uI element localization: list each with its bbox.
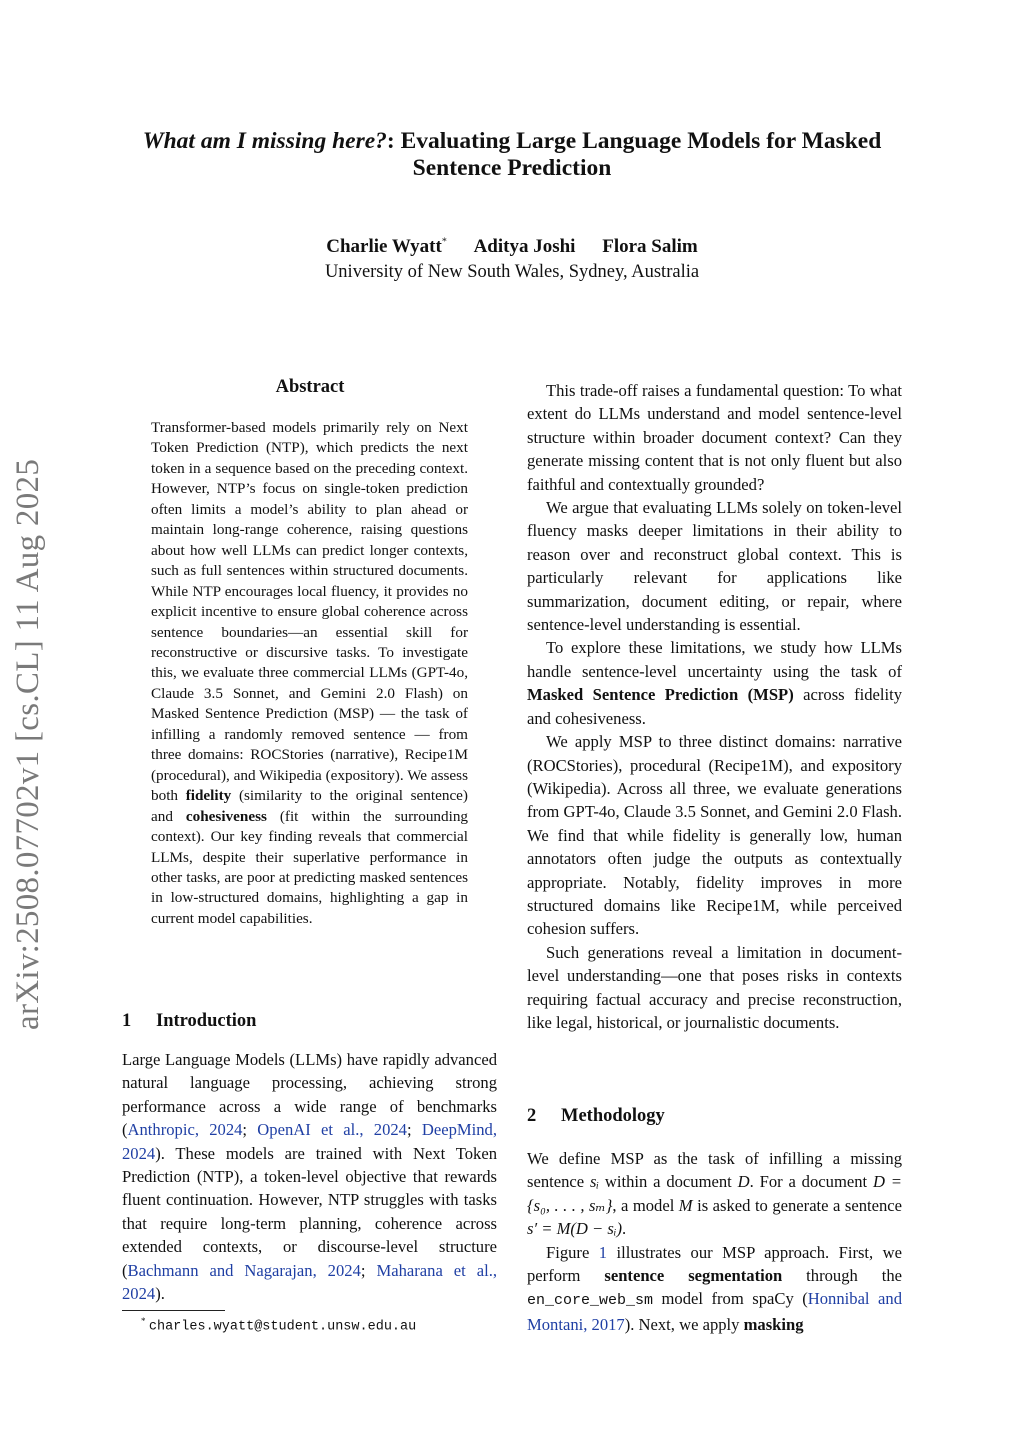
paragraph: We apply MSP to three distinct domains: narrative (ROCStories), procedural (Recipe1M), and expository (Wikipedia). Across all three, we evaluate generations from GPT-4o, Claude 3.5 Sonnet, and Gemini 2.0 Flash. We find that while fidelity is generally low, human annotators often judge the outputs as contextually appropriate. Notably, fidelity improves in more structured domains like Recipe1M, while perceived cohesion suffers. — [527, 732, 902, 939]
abstract-text: Transformer-based models primarily rely on Next Token Prediction (NTP), which predicts the next token in a sequence based on the preceding context. However, NTP’s focus on single-token prediction often limits a model’s ability to plan ahead or maintain long-range coherence, raising questions about how well LLMs can predict longer contexts, such as full sentences within structured documents. While NTP encourages local fluency, it provides no explicit incentive to ensure global coherence across sentence boundaries—an essential skill for reconstructive or discursive tasks. To investigate this, we evaluate three commercial LLMs (GPT-4o, Claude 3.5 Sonnet, and Gemini 2.0 Flash) on Masked Sentence Prediction (MSP) — the task of infilling a randomly removed sentence — from three domains: ROCStories (narrative), Recipe1M (procedural), and Wikipedia (expository). We assess both — [151, 419, 468, 805]
citation-link[interactable]: Bachmann and Nagarajan, 2024 — [127, 1260, 361, 1280]
paragraph-text: model from spaCy ( — [653, 1289, 808, 1309]
affiliation: University of New South Wales, Sydney, Australia — [324, 262, 700, 282]
footnote-email: charles.wyatt@student.unsw.edu.au — [148, 1319, 417, 1335]
paragraph-text: through the — [782, 1266, 902, 1286]
citation-link[interactable]: DeepMind, 2024 — [122, 1120, 497, 1163]
math-inline: D — [737, 1172, 750, 1192]
paragraph-text: Figure — [546, 1242, 599, 1262]
citation-separator: ; — [242, 1120, 258, 1140]
bold-term: sentence segmentation — [604, 1266, 783, 1286]
paragraph-text: illustrates our MSP approach. First, we perform — [527, 1242, 902, 1286]
paragraph — [122, 1048, 497, 1305]
math-inline: D = {s₀, . . . , sₘ} — [527, 1172, 902, 1215]
author-name: Aditya Joshi — [473, 236, 576, 257]
footnote — [141, 1316, 416, 1335]
citation-link[interactable]: Anthropic, 2024 — [127, 1120, 243, 1140]
abstract-text: (similarity to the original sentence) and — [151, 787, 468, 825]
author — [474, 236, 576, 258]
paragraph-text: is asked to generate a sentence — [692, 1195, 902, 1215]
paragraph-text: We define MSP as the task of infilling a missing sentence — [527, 1149, 902, 1192]
math-inline: s′ = M(D − sᵢ) — [527, 1219, 623, 1239]
bold-term: Masked Sentence Prediction (MSP) — [527, 685, 794, 705]
author-name: Charlie Wyatt — [326, 236, 442, 257]
section-heading-methodology — [527, 1106, 665, 1127]
paper-title-rest: : Evaluating Large Language Models for Masked Sentence Prediction — [386, 128, 882, 181]
citation-separator: ; — [406, 1120, 422, 1140]
author — [326, 236, 447, 258]
paragraph-text: ). These models are trained with Next Token Prediction (NTP), a token-level objective that rewards fluent continuation. However, NTP struggles with tasks that require long-term planning, coherence across extended contexts, or discourse-level structure ( — [122, 1143, 497, 1280]
arxiv-identifier: arXiv:2508.07702v1 [cs.CL] 11 Aug 2025 — [10, 458, 46, 1030]
citation-link[interactable]: Maharana et al., 2024 — [122, 1260, 497, 1304]
citation-link[interactable]: OpenAI et al., 2024 — [257, 1120, 407, 1140]
paragraph — [527, 1147, 902, 1241]
paragraph-text: ). — [155, 1284, 165, 1304]
paragraph-text: , a model — [612, 1195, 679, 1215]
paper-title-italic: What am I missing here? — [142, 128, 387, 154]
math-inline: M — [678, 1195, 693, 1215]
author — [602, 236, 698, 258]
paragraph — [527, 1241, 902, 1337]
math-inline: sᵢ — [589, 1172, 600, 1192]
paper-title — [100, 128, 924, 182]
figure-reference-link[interactable]: 1 — [598, 1242, 608, 1262]
methodology-column — [527, 1147, 902, 1336]
paragraph-text: ). Next, we apply — [624, 1314, 744, 1334]
paragraph-text: . For a document — [749, 1172, 873, 1192]
footnote-mark: * — [141, 1316, 146, 1326]
paragraph — [527, 636, 902, 730]
citation-link[interactable]: Honnibal and Montani, 2017 — [527, 1289, 902, 1334]
abstract-body — [151, 418, 468, 929]
section-title: Introduction — [156, 1011, 257, 1031]
intro-left-column — [122, 1048, 497, 1305]
paragraph: This trade-off raises a fundamental question: To what extent do LLMs understand and model sentence-level structure within broader document context? Can they generate missing content that is not only fluent but also faithful and contextually grounded? — [527, 381, 902, 494]
paragraph-text: across fidelity and cohesiveness. — [527, 685, 902, 728]
section-number: 1 — [122, 1011, 132, 1031]
intro-right-column — [527, 379, 902, 1034]
abstract-bold-term: cohesiveness — [185, 807, 267, 825]
code-inline: en_core_web_sm — [527, 1292, 654, 1310]
section-number: 2 — [527, 1106, 537, 1126]
paragraph-text: Large Language Models (LLMs) have rapidly advanced natural language processing, achieving strong performance across a wide range of benchmarks ( — [122, 1050, 497, 1140]
section-heading-introduction — [122, 1011, 256, 1032]
paragraph: Such generations reveal a limitation in document-level understanding—one that poses risks in contexts requiring factual accuracy and precise reconstruction, like legal, historical, or journalistic documents. — [527, 942, 902, 1032]
paragraph-text: . — [622, 1219, 627, 1239]
author-footnote-mark: * — [441, 236, 447, 248]
section-title: Methodology — [561, 1106, 665, 1126]
abstract-text: (fit within the surrounding context). Our key finding reveals that commercial LLMs, despite their superlative performance in other tasks, are poor at predicting masked sentences in low-structured domains, highlighting a gap in current model capabilities. — [151, 807, 469, 927]
paragraph-text: within a document — [599, 1172, 738, 1192]
bold-term: masking — [743, 1314, 804, 1334]
paragraph-text: To explore these limitations, we study how LLMs handle sentence-level uncertainty using the task of — [527, 638, 902, 681]
abstract-heading: Abstract — [275, 377, 345, 397]
footnote-rule — [122, 1310, 225, 1311]
paragraph: We argue that evaluating LLMs solely on token-level fluency masks deeper limitations in their ability to reason over and reconstruct global context. This is particularly relevant for applications like summarization, document editing, or repair, where sentence-level understanding is essential. — [527, 498, 902, 635]
author-name: Flora Salim — [602, 236, 698, 257]
abstract-bold-term: fidelity — [185, 787, 232, 805]
citation-separator: ; — [360, 1260, 377, 1280]
author-list — [100, 236, 924, 258]
